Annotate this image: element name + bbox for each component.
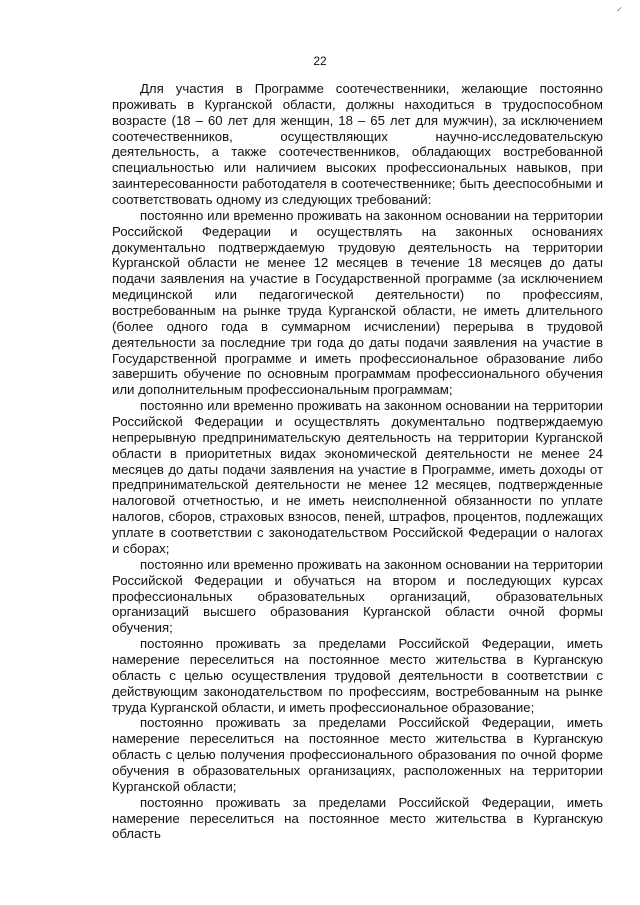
paragraph-requirement-employment: постоянно или временно проживать на законном основании на территории Российской Федерации и осуществлять на законных основаниях документально подтверждаемую трудовую деятельность на территории Курганской области не менее 12 месяцев в течение 18 месяцев до даты подачи заявления на участие в Государственной программе (за исключением медицинской или педагогической деятельности) по профессиям, востребованным на рынке труда Курганской области, не иметь длительного (более одного года в суммарном исчислении) перерыва в трудовой деятельности за последние три года до даты подачи заявления на участие в Государственной программе и иметь профессиональное образование либо завершить обучение по основным программам профессионального обучения или дополнительным профессиональным программам; <box>112 207 603 398</box>
paragraph-requirement-entrepreneurship: постоянно или временно проживать на законном основании на территории Российской Федерации и осуществлять документально подтверждаемую непрерывную предпринимательскую деятельность на территории Курганской области в приоритетных видах экономической деятельности не менее 24 месяцев до даты подачи заявления на участие в Программе, иметь доходы от предпринимательской деятельности не менее 12 месяцев, подтвержденные налоговой отчетностью, и не иметь неисполненной обязанности по уплате налогов, сборов, страховых взносов, пеней, штрафов, процентов, подлежащих уплате в соответствии с законодательством Российской Федерации о налогах и сборах; <box>112 398 603 556</box>
paragraph-requirement-students: постоянно или временно проживать на законном основании на территории Российской Федерации и обучаться на втором и последующих курсах профессиональных образовательных организаций, образовательных организаций высшего образования Курганской области очной формы обучения; <box>112 556 603 636</box>
document-body <box>112 81 603 842</box>
paragraph-intro: Для участия в Программе соотечественники, желающие постоянно проживать в Курганской области, должны находиться в трудоспособном возрасте (18 – 60 лет для женщин, 18 – 65 лет для мужчин), за исключением соотечественников, осуществляющих научно-исследовательскую деятельность, а также соотечественников, обладающих востребованной специальностью или наличием высоких профессиональных навыков, при заинтересованности работодателя в соотечественнике; быть дееспособными и соответствовать одному из следующих требований: <box>112 81 603 208</box>
corner-mark: ⸍ <box>616 6 622 18</box>
page-number: 22 <box>313 54 327 68</box>
paragraph-requirement-abroad-work: постоянно проживать за пределами Российской Федерации, иметь намерение переселиться на постоянное место жительства в Курганскую область с целью осуществления трудовой деятельности в соответствии с действующим законодательством по профессиям, востребованным на рынке труда Курганской области, и иметь профессиональное образование; <box>112 636 603 715</box>
paragraph-requirement-abroad-education: постоянно проживать за пределами Российской Федерации, иметь намерение переселиться на постоянное место жительства в Курганскую область с целью получения профессионального образования по очной форме обучения в образовательных организациях, расположенных на территории Курганской области; <box>112 715 603 794</box>
paragraph-requirement-abroad-continued: постоянно проживать за пределами Российской Федерации, иметь намерение переселиться на постоянное место жительства в Курганскую область <box>112 794 603 842</box>
